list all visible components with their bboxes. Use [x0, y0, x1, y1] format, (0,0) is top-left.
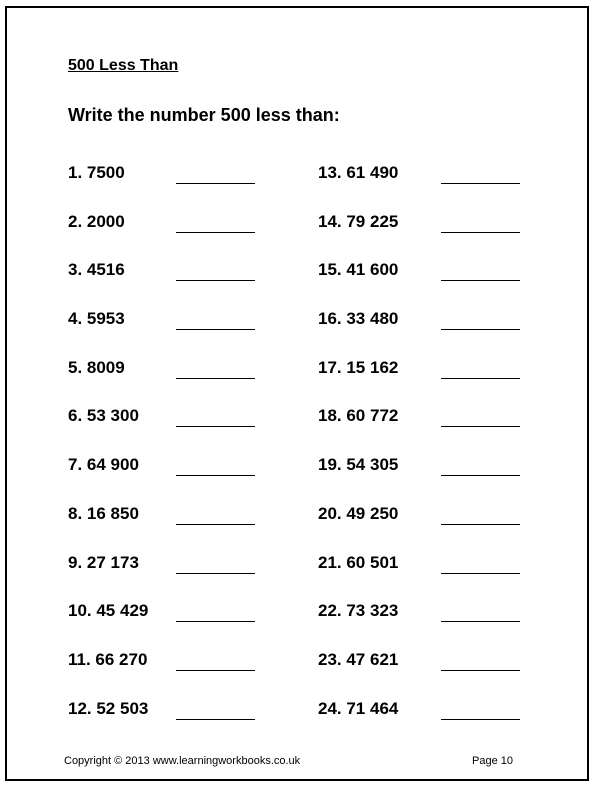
problem-text: 20. 49 250	[318, 503, 399, 523]
problem-text: 8. 16 850	[68, 503, 139, 523]
problem-column-left	[68, 159, 338, 743]
problem-row	[68, 159, 338, 208]
answer-line[interactable]	[441, 524, 520, 525]
problem-text: 6. 53 300	[68, 406, 139, 426]
problem-row	[318, 500, 588, 549]
problem-text: 1. 7500	[68, 163, 125, 182]
problem-row	[318, 256, 588, 305]
problem-row	[68, 500, 338, 549]
answer-line[interactable]	[441, 573, 520, 574]
footer-copyright: Copyright © 2013 www.learningworkbooks.co.uk	[64, 755, 301, 767]
problem-row	[68, 402, 338, 451]
answer-line[interactable]	[441, 232, 520, 233]
answer-line[interactable]	[176, 426, 255, 427]
problem-text: 17. 15 162	[318, 357, 399, 377]
problem-row	[318, 597, 588, 646]
problem-row	[318, 159, 588, 208]
footer-page-number: Page 10	[472, 755, 513, 767]
answer-line[interactable]	[176, 524, 255, 525]
problem-row	[318, 305, 588, 354]
problem-text: 2. 2000	[68, 211, 125, 231]
problem-text: 21. 60 501	[318, 552, 399, 572]
problem-row	[318, 402, 588, 451]
answer-line[interactable]	[176, 621, 255, 622]
problem-row	[68, 354, 338, 403]
answer-line[interactable]	[441, 378, 520, 379]
problem-column-right	[318, 159, 588, 743]
problem-row	[318, 646, 588, 695]
answer-line[interactable]	[176, 183, 255, 184]
answer-line[interactable]	[176, 280, 255, 281]
answer-line[interactable]	[441, 475, 520, 476]
problem-row	[318, 695, 588, 744]
problem-text: 19. 54 305	[318, 455, 399, 475]
problem-row	[318, 549, 588, 598]
problem-row	[318, 451, 588, 500]
problem-text: 9. 27 173	[68, 552, 139, 572]
answer-line[interactable]	[441, 621, 520, 622]
answer-line[interactable]	[176, 475, 255, 476]
problem-text: 23. 47 621	[318, 649, 399, 669]
problem-text: 13. 61 490	[318, 163, 399, 182]
answer-line[interactable]	[441, 329, 520, 330]
problem-row	[68, 256, 338, 305]
problem-row	[318, 208, 588, 257]
answer-line[interactable]	[176, 232, 255, 233]
problem-text: 3. 4516	[68, 260, 125, 280]
problem-row	[68, 549, 338, 598]
problem-row	[68, 305, 338, 354]
problem-text: 10. 45 429	[68, 601, 149, 621]
answer-line[interactable]	[441, 426, 520, 427]
problem-text: 16. 33 480	[318, 309, 399, 329]
problem-row	[68, 646, 338, 695]
problem-row	[68, 695, 338, 744]
answer-line[interactable]	[441, 670, 520, 671]
problem-text: 11. 66 270	[68, 649, 148, 669]
problem-text: 24. 71 464	[318, 698, 399, 718]
answer-line[interactable]	[176, 573, 255, 574]
problem-text: 7. 64 900	[68, 455, 139, 475]
answer-line[interactable]	[176, 329, 255, 330]
problem-text: 15. 41 600	[318, 260, 399, 280]
problem-text: 12. 52 503	[68, 698, 149, 718]
problem-text: 18. 60 772	[318, 406, 399, 426]
problem-text: 14. 79 225	[318, 211, 399, 231]
answer-line[interactable]	[441, 280, 520, 281]
answer-line[interactable]	[176, 670, 255, 671]
problem-row	[68, 208, 338, 257]
answer-line[interactable]	[176, 719, 255, 720]
worksheet-title: 500 Less Than	[68, 57, 179, 74]
answer-line[interactable]	[441, 183, 520, 184]
problem-row	[68, 451, 338, 500]
worksheet-instruction: Write the number 500 less than:	[68, 105, 340, 125]
answer-line[interactable]	[176, 378, 255, 379]
problem-text: 4. 5953	[68, 309, 125, 329]
problem-text: 5. 8009	[68, 357, 125, 377]
answer-line[interactable]	[441, 719, 520, 720]
problem-row	[68, 597, 338, 646]
problem-row	[318, 354, 588, 403]
problem-text: 22. 73 323	[318, 601, 399, 621]
